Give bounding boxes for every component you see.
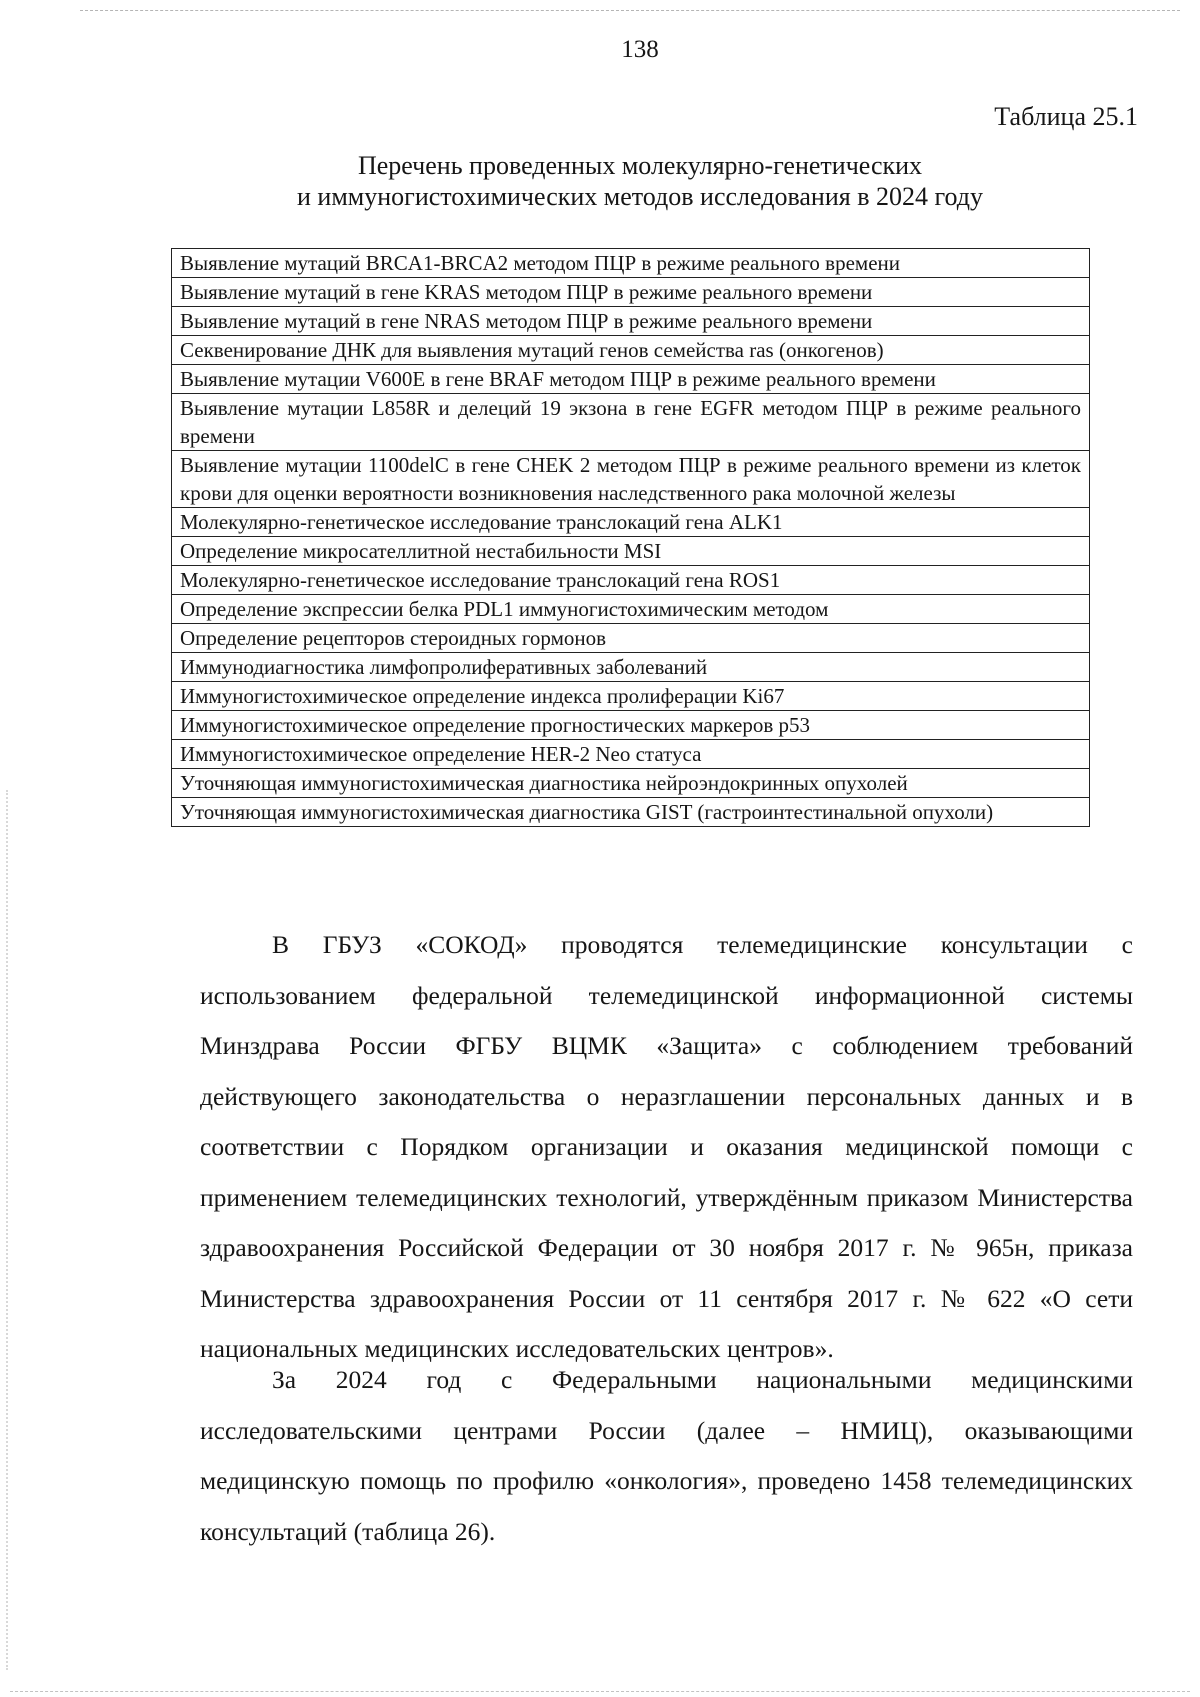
- table-row: [172, 798, 1090, 827]
- method-cell: Выявление мутаций BRCA1-BRCA2 методом ПЦР в режиме реального времени: [172, 249, 1090, 278]
- table-row: [172, 307, 1090, 336]
- method-cell: Выявление мутаций в гене KRAS методом ПЦР в режиме реального времени: [172, 278, 1090, 307]
- method-cell: Выявление мутаций в гене NRAS методом ПЦР в режиме реального времени: [172, 307, 1090, 336]
- table-row: [172, 537, 1090, 566]
- method-cell: Иммуногистохимическое определение индекса пролиферации Ki67: [172, 682, 1090, 711]
- table-title-line-1: Перечень проведенных молекулярно-генетических: [357, 151, 923, 180]
- page-number: 138: [621, 36, 659, 63]
- table-row: [172, 682, 1090, 711]
- table-row: [172, 508, 1090, 537]
- table-title: [0, 150, 1200, 212]
- table-caption: Таблица 25.1: [994, 102, 1138, 131]
- method-cell: Уточняющая иммуногистохимическая диагностика GIST (гастроинтестинальной опухоли): [172, 798, 1090, 827]
- body-paragraph-telemedicine: В ГБУЗ «СОКОД» проводятся телемедицинские консультации с использованием федеральной телемедицинской информационной системы Минздрава России ФГБУ ВЦМК «Защита» с соблюдением требований действующего законодательства о неразглашении персональных данных и в соответствии с Порядком организации и оказания медицинской помощи с применением телемедицинских технологий, утверждённым приказом Министерства здравоохранения Российской Федерации от 30 ноября 2017 г. № 965н, приказа Министерства здравоохранения России от 11 сентября 2017 г. № 622 «О сети национальных медицинских исследовательских центров».: [200, 930, 1133, 1363]
- method-cell: Иммуногистохимическое определение HER-2 Neo статуса: [172, 740, 1090, 769]
- method-cell: Выявление мутации 1100delC в гене CHEK 2 методом ПЦР в режиме реального времени из клеток крови для оценки вероятности возникновения наследственного рака молочной железы: [172, 451, 1090, 508]
- table-row: [172, 624, 1090, 653]
- table-row: [172, 365, 1090, 394]
- method-cell: Молекулярно-генетическое исследование транслокаций гена ROS1: [172, 566, 1090, 595]
- table-row: [172, 711, 1090, 740]
- method-cell: Определение микросателлитной нестабильности MSI: [172, 537, 1090, 566]
- scan-edge-top: [80, 10, 1180, 11]
- table-row: [172, 336, 1090, 365]
- method-cell: Иммуногистохимическое определение прогностических маркеров p53: [172, 711, 1090, 740]
- table-row: [172, 451, 1090, 508]
- table-row: [172, 278, 1090, 307]
- table-row: [172, 394, 1090, 451]
- scan-edge-bottom: [10, 1691, 1190, 1692]
- table-row: [172, 740, 1090, 769]
- method-cell: Определение экспрессии белка PDL1 иммуногистохимическим методом: [172, 595, 1090, 624]
- table-row: [172, 595, 1090, 624]
- method-cell: Иммунодиагностика лимфопролиферативных заболеваний: [172, 653, 1090, 682]
- table-row: [172, 249, 1090, 278]
- method-cell: Выявление мутации V600E в гене BRAF методом ПЦР в режиме реального времени: [172, 365, 1090, 394]
- method-cell: Секвенирование ДНК для выявления мутаций генов семейства ras (онкогенов): [172, 336, 1090, 365]
- method-cell: Уточняющая иммуногистохимическая диагностика нейроэндокринных опухолей: [172, 769, 1090, 798]
- methods-table: [171, 248, 1090, 827]
- table-row: [172, 769, 1090, 798]
- table-title-line-2: и иммуногистохимических методов исследования в 2024 году: [297, 182, 983, 211]
- scan-edge-left: [6, 790, 22, 1670]
- table-row: [172, 653, 1090, 682]
- table-row: [172, 566, 1090, 595]
- method-cell: Молекулярно-генетическое исследование транслокаций гена ALK1: [172, 508, 1090, 537]
- body-paragraph-consultations: За 2024 год с Федеральными национальными медицинскими исследовательскими центрами России (далее – НМИЦ), оказывающими медицинскую помощь по профилю «онкология», проведено 1458 телемедицинских консультаций (таблица 26).: [200, 1365, 1133, 1546]
- method-cell: Выявление мутации L858R и делеций 19 экзона в гене EGFR методом ПЦР в режиме реального времени: [172, 394, 1090, 451]
- method-cell: Определение рецепторов стероидных гормонов: [172, 624, 1090, 653]
